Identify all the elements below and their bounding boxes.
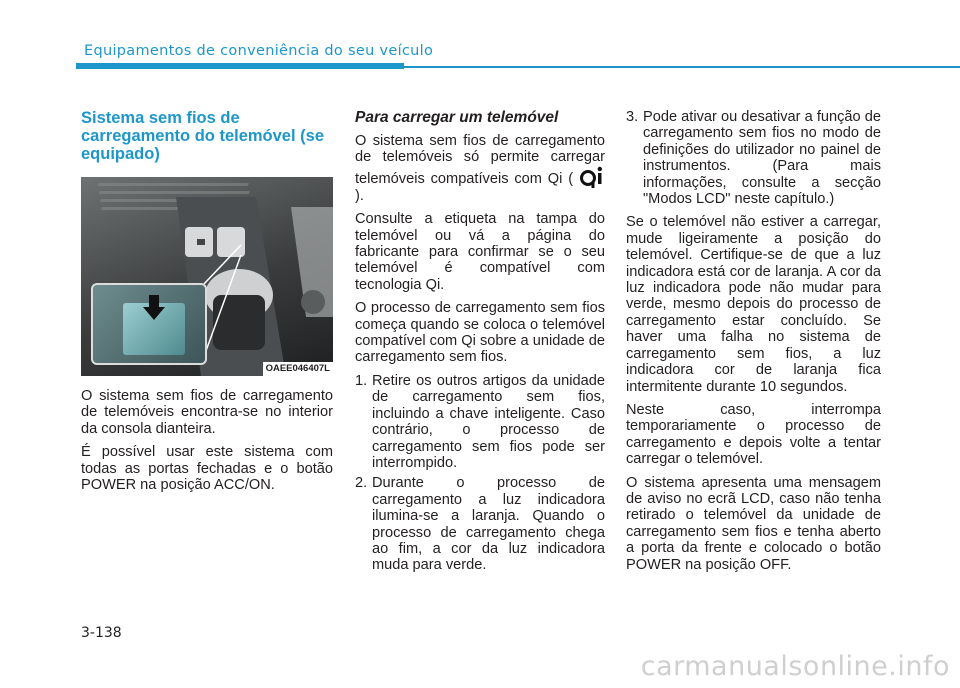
- console-figure: [81, 177, 333, 376]
- paragraph: O sistema apresenta uma mensagem de aviso no ecrã LCD, caso não tenha retirado o telemóvel da unidade de carregamento sem fios e tenha aberto a porta da frente e colocado o botão POWER na posição OFF.: [626, 474, 881, 573]
- list-item: [355, 373, 605, 471]
- middle-column: [355, 109, 605, 581]
- paragraph: Neste caso, interrompa temporariamente o processo de carregamento e depois volte a tentar carregar o telemóvel.: [626, 401, 881, 468]
- step-number: 2.: [355, 475, 368, 492]
- qi-logo-icon: [579, 166, 605, 188]
- subsection-title: Para carregar um telemóvel: [355, 109, 559, 126]
- step-text: Retire os outros artigos da unidade de carregamento sem fios, incluindo a chave inteligente. Caso contrário, o processo de carregamento sem fios pode ser interrompido.: [372, 372, 605, 471]
- paragraph: É possível usar este sistema com todas as portas fechadas e o botão POWER na posição ACC/ON.: [81, 444, 333, 494]
- paragraph: O sistema sem fios de carregamento de telemóveis encontra-se no interior da consola dianteira.: [81, 388, 333, 437]
- list-item: [626, 109, 881, 207]
- figure-code: OAEE046407L: [263, 362, 333, 376]
- step-text: Durante o processo de carregamento a luz indicadora ilumina-se a laranja. Quando o processo de carregamento chega ao fim, a cor da luz indicadora muda para verde.: [372, 475, 605, 574]
- paragraph: Consulte a etiqueta na tampa do telemóvel ou vá a página do fabricante para confirmar se o seu telemóvel é compatível com tecnologia Qi.: [355, 211, 605, 293]
- header-rule-thin: [404, 66, 960, 68]
- page-number: 3-138: [81, 625, 122, 641]
- watermark: carmanualsonline.info: [640, 651, 950, 682]
- step-number: 3.: [626, 109, 639, 125]
- charger-inset: [91, 283, 207, 365]
- header-title: Equipamentos de conveniência do seu veículo: [84, 43, 434, 59]
- right-column: [626, 109, 881, 580]
- section-title: Sistema sem fios de carregamento do telemóvel (se equipado): [81, 109, 325, 163]
- left-column: [81, 109, 333, 500]
- paragraph-text: ).: [355, 187, 364, 204]
- paragraph-qi: [355, 133, 605, 204]
- steps-list: [626, 109, 881, 207]
- list-item: [355, 475, 605, 573]
- step-number: 1.: [355, 372, 368, 389]
- step-text: Pode ativar ou desativar a função de carregamento sem fios no modo de definições do utilizador no painel de instrumentos. (Para mais informações, consulte a secção "Modos LCD" neste capítulo.): [643, 109, 881, 208]
- paragraph-text: O sistema sem fios de carregamento de telemóveis só permite carregar telemóveis compatíveis com Qi (: [355, 133, 605, 187]
- steps-list: [355, 373, 605, 574]
- paragraph: O processo de carregamento sem fios começa quando se coloca o telemóvel compatível com Qi sobre a unidade de carregamento sem fios.: [355, 300, 605, 366]
- header-rule-thick: [76, 63, 404, 69]
- arrow-down-icon: [143, 295, 165, 321]
- paragraph: Se o telemóvel não estiver a carregar, mude ligeiramente a posição do telemóvel. Certifique-se de que a luz indicadora está cor de laranja. A cor da luz indicadora pode não mudar para verde, mesmo depois do processo de carregamento estar concluído. Se haver uma falha no sistema de carregamento sem fios, a luz indicadora cor de laranja fica intermitente durante 10 segundos.: [626, 214, 881, 395]
